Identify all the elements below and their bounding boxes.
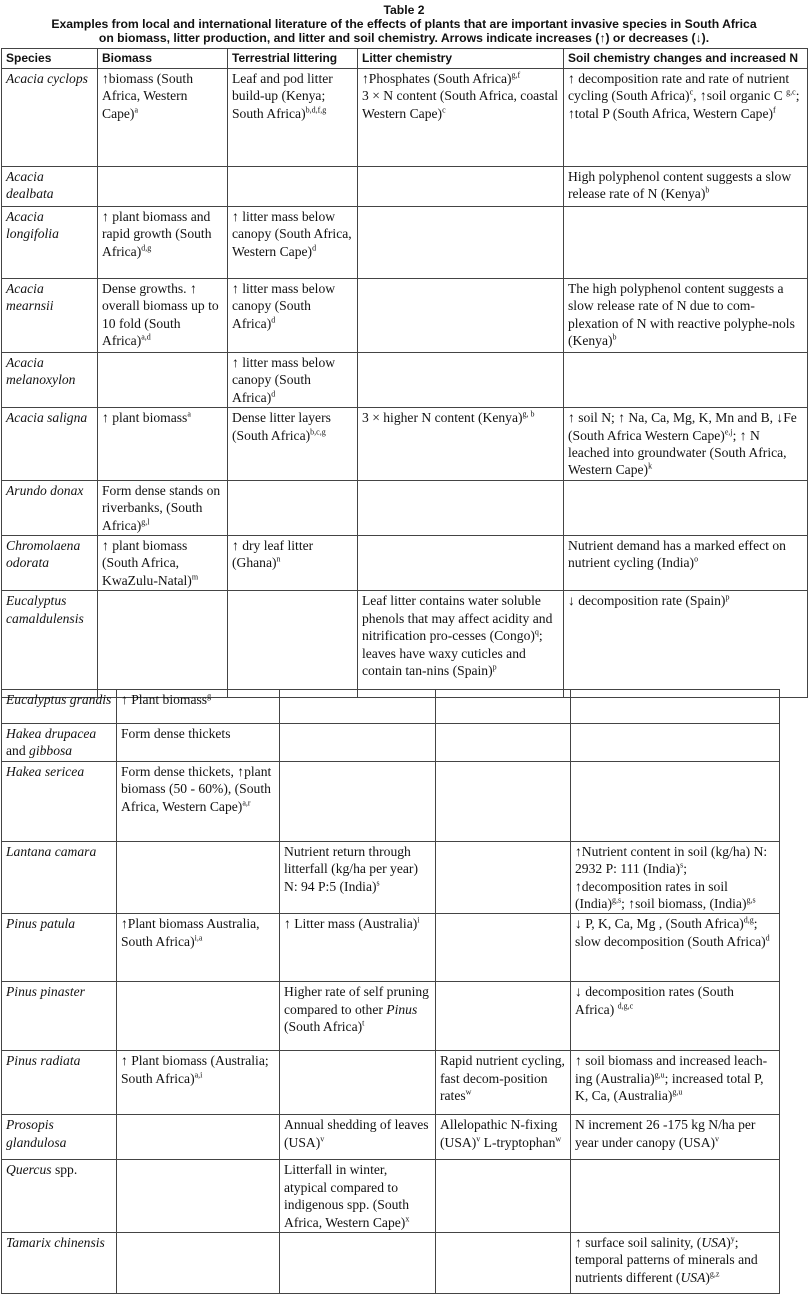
- biomass-cell: [117, 982, 280, 1051]
- species-cell: Arundo donax: [2, 480, 98, 535]
- table-row: [2, 841, 780, 914]
- table-row: [2, 279, 808, 353]
- soil-chemistry-cell: ↑ soil biomass and increased leach-ing (Australia)$^{g,u}$; increased total P, K, Ca, (Australia)$^{g,u}$: [571, 1051, 780, 1115]
- soil-chemistry-cell: [571, 1160, 780, 1233]
- littering-cell: Annual shedding of leaves (USA)$^v$: [280, 1115, 436, 1160]
- biomass-cell: [98, 167, 228, 207]
- littering-cell: ↑ litter mass below canopy (South Africa)$^d$: [228, 353, 358, 408]
- header-species: Species: [2, 49, 98, 69]
- invasive-species-table-part1: [1, 48, 808, 698]
- biomass-cell: Dense growths. ↑ overall biomass up to 10 fold (South Africa)$^{a,d}$: [98, 279, 228, 353]
- litter-chemistry-cell: [436, 724, 571, 762]
- biomass-cell: ↑ plant biomass and rapid growth (South Africa)$^{d,g}$: [98, 207, 228, 279]
- table-row: [2, 914, 780, 982]
- litter-chemistry-cell: [358, 480, 564, 535]
- species-cell: Pinus patula: [2, 914, 117, 982]
- litter-chemistry-cell: [436, 914, 571, 982]
- table-row: [2, 982, 780, 1051]
- soil-chemistry-cell: [571, 690, 780, 724]
- litter-chemistry-cell: 3 × higher N content (Kenya)$^{g, b}$: [358, 408, 564, 481]
- littering-cell: Nutrient return through litterfall (kg/ha per year) N: 94 P:5 (India)$^s$: [280, 841, 436, 914]
- table-row: [2, 1160, 780, 1233]
- biomass-cell: [98, 591, 228, 698]
- littering-cell: [228, 591, 358, 698]
- header-litter-chemistry: Litter chemistry: [358, 49, 564, 69]
- biomass-cell: ↑ Plant biomass (Australia; South Africa)$^{a,i}$: [117, 1051, 280, 1115]
- litter-chemistry-cell: [436, 690, 571, 724]
- litter-chemistry-cell: Leaf litter contains water soluble phenols that may affect acidity and nitrification pro-cesses (Congo)$^q$; leaves have waxy cuticles and contain tan-nins (Spain)$^p$: [358, 591, 564, 698]
- littering-cell: ↑ litter mass below canopy (South Africa, Western Cape)$^d$: [228, 207, 358, 279]
- table-caption: [0, 0, 808, 47]
- littering-cell: ↑ Litter mass (Australia)$^i$: [280, 914, 436, 982]
- species-cell: Acacia saligna: [2, 408, 98, 481]
- table-row: [2, 724, 780, 762]
- table-row: [2, 167, 808, 207]
- soil-chemistry-cell: [571, 761, 780, 841]
- littering-cell: [280, 1233, 436, 1294]
- table-title-line1: Examples from local and international literature of the effects of plants that are important invasive species in South Africa: [51, 17, 757, 31]
- biomass-cell: [98, 353, 228, 408]
- species-cell: Acacia melanoxylon: [2, 353, 98, 408]
- table-row: [2, 761, 780, 841]
- species-cell: Hakea drupacea and gibbosa: [2, 724, 117, 762]
- soil-chemistry-cell: Nutrient demand has a marked effect on nutrient cycling (India)$^o$: [564, 536, 808, 591]
- soil-chemistry-cell: ↑ soil N; ↑ Na, Ca, Mg, K, Mn and B, ↓Fe (South Africa Western Cape)$^{e,j}$; ↑ N leached into groundwater (South Africa, Western Cape)$^k$: [564, 408, 808, 481]
- litter-chemistry-cell: [436, 1233, 571, 1294]
- table-header-row: [2, 49, 808, 69]
- littering-cell: [280, 761, 436, 841]
- biomass-cell: Form dense stands on riverbanks, (South Africa)$^{g,l}$: [98, 480, 228, 535]
- soil-chemistry-cell: ↓ decomposition rates (South Africa) $^{d,g,c}$: [571, 982, 780, 1051]
- littering-cell: Leaf and pod litter build-up (Kenya; South Africa)$^{b,d,f,g}$: [228, 69, 358, 167]
- biomass-cell: ↑Plant biomass Australia, South Africa)$^{i,a}$: [117, 914, 280, 982]
- litter-chemistry-cell: [358, 167, 564, 207]
- biomass-cell: ↑ Plant biomass$^g$: [117, 690, 280, 724]
- table-row: [2, 207, 808, 279]
- litter-chemistry-cell: [358, 536, 564, 591]
- soil-chemistry-cell: The high polyphenol content suggests a slow release rate of N due to com-plexation of N with reactive polyphe-nols (Kenya)$^b$: [564, 279, 808, 353]
- table-title-line2: on biomass, litter production, and litter and soil chemistry. Arrows indicate increases (↑) or decreases (↓).: [98, 31, 710, 45]
- species-cell: Acacia longifolia: [2, 207, 98, 279]
- table-row: [2, 591, 808, 698]
- litter-chemistry-cell: [358, 207, 564, 279]
- header-terrestrial-littering: Terrestrial littering: [228, 49, 358, 69]
- littering-cell: [280, 690, 436, 724]
- species-cell: Acacia dealbata: [2, 167, 98, 207]
- invasive-species-table-part2: [1, 689, 780, 1294]
- soil-chemistry-cell: High polyphenol content suggests a slow release rate of N (Kenya)$^b$: [564, 167, 808, 207]
- soil-chemistry-cell: [564, 480, 808, 535]
- species-cell: Eucalyptus camaldulensis: [2, 591, 98, 698]
- table-number: Table 2: [383, 3, 425, 17]
- table-row: [2, 536, 808, 591]
- table-row: [2, 1115, 780, 1160]
- table-row: [2, 69, 808, 167]
- header-biomass: Biomass: [98, 49, 228, 69]
- soil-chemistry-cell: [564, 353, 808, 408]
- species-cell: Eucalyptus grandis: [2, 690, 117, 724]
- species-cell: Pinus radiata: [2, 1051, 117, 1115]
- littering-cell: [280, 724, 436, 762]
- soil-chemistry-cell: ↑ decomposition rate and rate of nutrient cycling (South Africa)$^c$, ↑soil organic C $^{g,c}$; ↑total P (South Africa, Western Cape)$^f$: [564, 69, 808, 167]
- littering-cell: ↑ litter mass below canopy (South Africa)$^d$: [228, 279, 358, 353]
- biomass-cell: [117, 841, 280, 914]
- header-soil-chemistry: Soil chemistry changes and increased N: [564, 49, 808, 69]
- soil-chemistry-cell: [564, 207, 808, 279]
- species-cell: Lantana camara: [2, 841, 117, 914]
- littering-cell: [228, 480, 358, 535]
- soil-chemistry-cell: N increment 26 -175 kg N/ha per year under canopy (USA)$^v$: [571, 1115, 780, 1160]
- littering-cell: [280, 1051, 436, 1115]
- species-cell: Chromolaena odorata: [2, 536, 98, 591]
- litter-chemistry-cell: [436, 1160, 571, 1233]
- litter-chemistry-cell: Allelopathic N-fixing (USA)$^v$ L-tryptophan$^w$: [436, 1115, 571, 1160]
- table-row: [2, 480, 808, 535]
- table-row: [2, 690, 780, 724]
- biomass-cell: [117, 1233, 280, 1294]
- litter-chemistry-cell: ↑Phosphates (South Africa)$^{g,f}$ 3 × N content (South Africa, coastal Western Cape)$^c$: [358, 69, 564, 167]
- littering-cell: [228, 167, 358, 207]
- littering-cell: ↑ dry leaf litter (Ghana)$^n$: [228, 536, 358, 591]
- table-row: [2, 353, 808, 408]
- biomass-cell: Form dense thickets: [117, 724, 280, 762]
- species-cell: Acacia mearnsii: [2, 279, 98, 353]
- litter-chemistry-cell: [436, 982, 571, 1051]
- litter-chemistry-cell: [436, 841, 571, 914]
- species-cell: Quercus spp.: [2, 1160, 117, 1233]
- soil-chemistry-cell: ↑Nutrient content in soil (kg/ha) N: 2932 P: 111 (India)$^s$; ↑decomposition rates in soil (India)$^{g,s}$; ↑soil biomass, (India)$^{g,s}$: [571, 841, 780, 914]
- biomass-cell: Form dense thickets, ↑plant biomass (50 - 60%), (South Africa, Western Cape)$^{a,r}$: [117, 761, 280, 841]
- biomass-cell: [117, 1160, 280, 1233]
- species-cell: Acacia cyclops: [2, 69, 98, 167]
- soil-chemistry-cell: [571, 724, 780, 762]
- litter-chemistry-cell: [358, 279, 564, 353]
- biomass-cell: ↑ plant biomass (South Africa, KwaZulu-Natal)$^m$: [98, 536, 228, 591]
- species-cell: Pinus pinaster: [2, 982, 117, 1051]
- soil-chemistry-cell: ↑ surface soil salinity, (USA)$^y$; temporal patterns of minerals and nutrients different (USA)$^{g,z}$: [571, 1233, 780, 1294]
- litter-chemistry-cell: Rapid nutrient cycling, fast decom-position rates$^w$: [436, 1051, 571, 1115]
- littering-cell: Litterfall in winter, atypical compared to indigenous spp. (South Africa, Western Cape)$^x$: [280, 1160, 436, 1233]
- species-cell: Hakea sericea: [2, 761, 117, 841]
- littering-cell: Dense litter layers (South Africa)$^{b,c,g}$: [228, 408, 358, 481]
- littering-cell: Higher rate of self pruning compared to other Pinus (South Africa)$^t$: [280, 982, 436, 1051]
- table-row: [2, 408, 808, 481]
- table-row: [2, 1051, 780, 1115]
- soil-chemistry-cell: ↓ P, K, Ca, Mg , (South Africa)$^{d,g}$; slow decomposition (South Africa)$^d$: [571, 914, 780, 982]
- biomass-cell: [117, 1115, 280, 1160]
- biomass-cell: ↑ plant biomass$^a$: [98, 408, 228, 481]
- species-cell: Prosopis glandulosa: [2, 1115, 117, 1160]
- litter-chemistry-cell: [358, 353, 564, 408]
- species-cell: Tamarix chinensis: [2, 1233, 117, 1294]
- soil-chemistry-cell: ↓ decomposition rate (Spain)$^p$: [564, 591, 808, 698]
- litter-chemistry-cell: [436, 761, 571, 841]
- table-row: [2, 1233, 780, 1294]
- biomass-cell: ↑biomass (South Africa, Western Cape)$^a$: [98, 69, 228, 167]
